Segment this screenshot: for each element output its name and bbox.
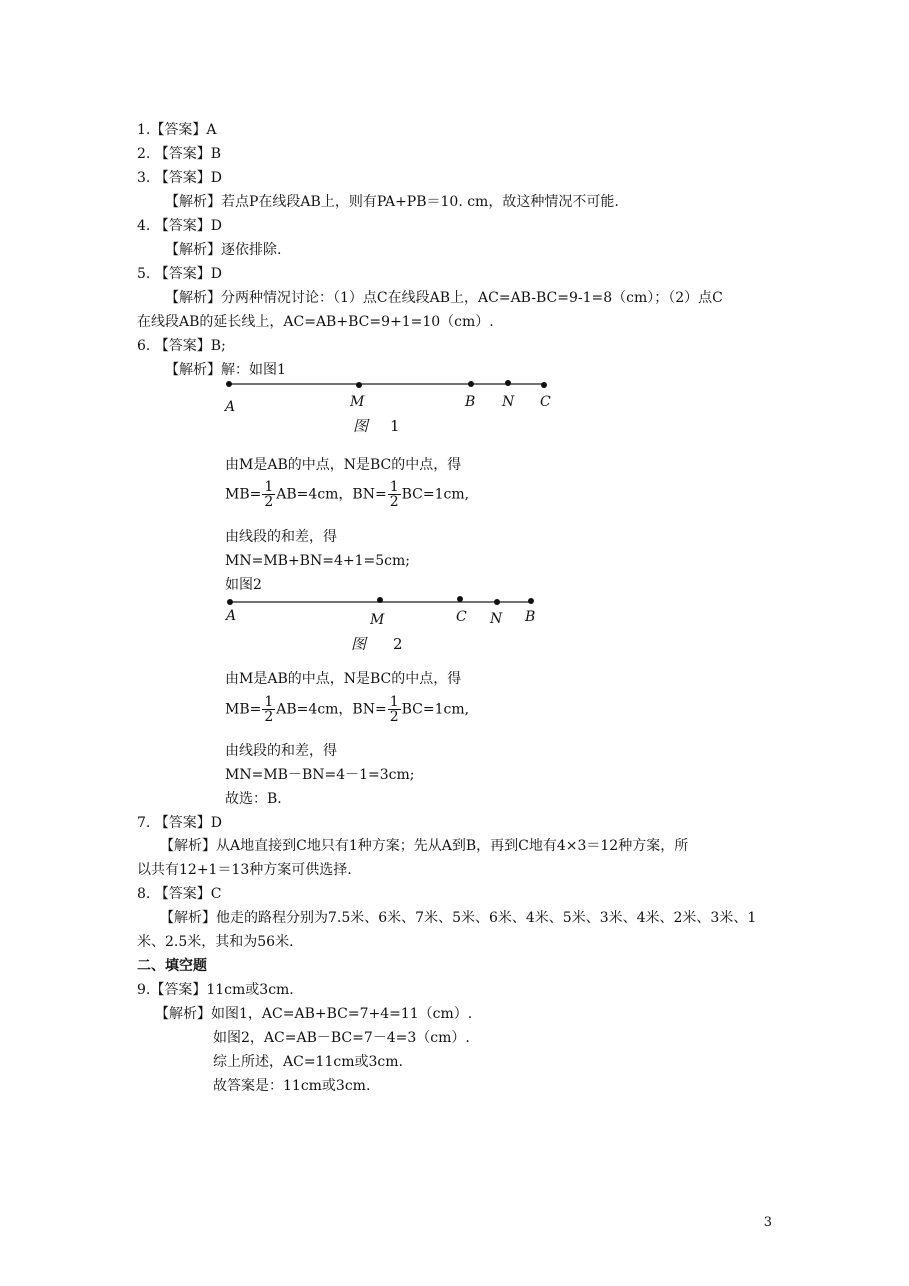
figure-1-label-m: M [350,394,365,410]
answer-9: 9.【答案】11cm或3cm. [137,982,294,998]
answer-5: 5. 【答案】D [137,266,223,282]
analysis-9-line3: 综上所述，AC=11cm或3cm. [213,1054,403,1070]
figure-2-label-m: M [370,612,385,628]
fraction-half: $\frac{1}{2}$ [389,479,399,510]
analysis-5-line2: 在线段AB的延长线上，AC=AB+BC=9+1=10（cm）. [137,314,494,330]
figure-1-point-b [468,381,474,387]
analysis-6-fraction-line-1: MB= $\frac{1}{2}$ AB=4cm，BN= $\frac{1}{2}$ BC=1cm, [225,479,470,510]
analysis-8-line2: 米、2.5米，其和为56米. [137,934,294,950]
fraction-half: $\frac{1}{2}$ [389,694,399,725]
section-heading-fill-in: 二、填空题 [137,958,207,974]
figure-1-caption-a: 图 [353,417,369,435]
figure-1-point-n [505,380,511,386]
analysis-7-line1: 【解析】从A地直接到C地只有1种方案；先从A到B，再到C地有4×3＝12种方案，所 [160,838,689,854]
figure-2-caption-b: 2 [393,635,403,653]
analysis-6-choice: 故选：B. [225,791,282,807]
analysis-9-line2: 如图2，AC=AB－BC=7－4=3（cm）. [213,1030,470,1046]
analysis-7-line2: 以共有12+1＝13种方案可供选择. [137,862,352,878]
answer-3: 3. 【答案】D [137,170,223,186]
figure-2-point-a [227,599,233,605]
analysis-9-line1: 【解析】如图1，AC=AB+BC=7+4=11（cm）. [155,1006,473,1022]
figure-1-point-a [226,381,232,387]
answer-6: 6. 【答案】B; [137,338,226,354]
analysis-6-midpoints-2: 由M是AB的中点，N是BC的中点，得 [225,671,462,687]
analysis-6-result-2: MN=MB－BN=4－1=3cm; [225,767,415,783]
page-number: 3 [763,1215,772,1230]
figure-2 [220,594,570,656]
analysis-6-fraction-line-2: MB= $\frac{1}{2}$ AB=4cm，BN= $\frac{1}{2}$ BC=1cm, [225,694,470,725]
figure-2-caption-a: 图 [351,635,367,653]
analysis-4: 【解析】逐依排除. [165,242,282,258]
analysis-6-sumdiff-1: 由线段的和差，得 [225,529,337,545]
fraction-half: $\frac{1}{2}$ [264,479,274,510]
fraction-half: $\frac{1}{2}$ [264,694,274,725]
figure-2-label-n: N [490,611,503,627]
figure-2-label-c: C [456,609,467,625]
answer-2: 2. 【答案】B [137,146,222,162]
figure-1-point-m [356,382,362,388]
figure-2-label-a: A [226,608,237,624]
figure-2-label-b: B [525,609,536,625]
figure-1-label-b: B [465,394,476,410]
answer-4: 4. 【答案】D [137,218,223,234]
analysis-3: 【解析】若点P在线段AB上，则有PA+PB＝10. cm，故这种情况不可能. [165,194,619,210]
analysis-8-line1: 【解析】他走的路程分别为7.5米、6米、7米、5米、6米、4米、5米、3米、4米、2米、3米、1 [160,910,757,926]
figure-2-point-n [494,599,500,605]
answer-1: 1.【答案】A [137,122,217,138]
analysis-5-line1: 【解析】分两种情况讨论：（1）点C在线段AB上，AC=AB-BC=9-1=8（cm）；（2）点C [165,290,723,306]
analysis-6-intro: 【解析】解：如图1 [165,362,286,378]
figure-1-label-c: C [540,394,551,410]
figure-2-point-c [457,596,463,602]
figure-1-label-n: N [502,394,515,410]
figure-1 [220,376,570,438]
analysis-9-line4: 故答案是：11cm或3cm. [213,1078,371,1094]
figure-2-point-b [528,598,534,604]
figure-1-point-c [541,382,547,388]
analysis-6-figure2-intro: 如图2 [225,577,262,593]
figure-1-label-a: A [225,399,236,415]
analysis-6-result-1: MN=MB+BN=4+1=5cm; [225,553,410,569]
figure-2-point-m [377,597,383,603]
figure-1-caption-b: 1 [390,417,400,435]
analysis-6-midpoints-1: 由M是AB的中点，N是BC的中点，得 [225,457,462,473]
answer-7: 7. 【答案】D [137,815,223,831]
answer-8: 8. 【答案】C [137,886,222,902]
analysis-6-sumdiff-2: 由线段的和差，得 [225,743,337,759]
